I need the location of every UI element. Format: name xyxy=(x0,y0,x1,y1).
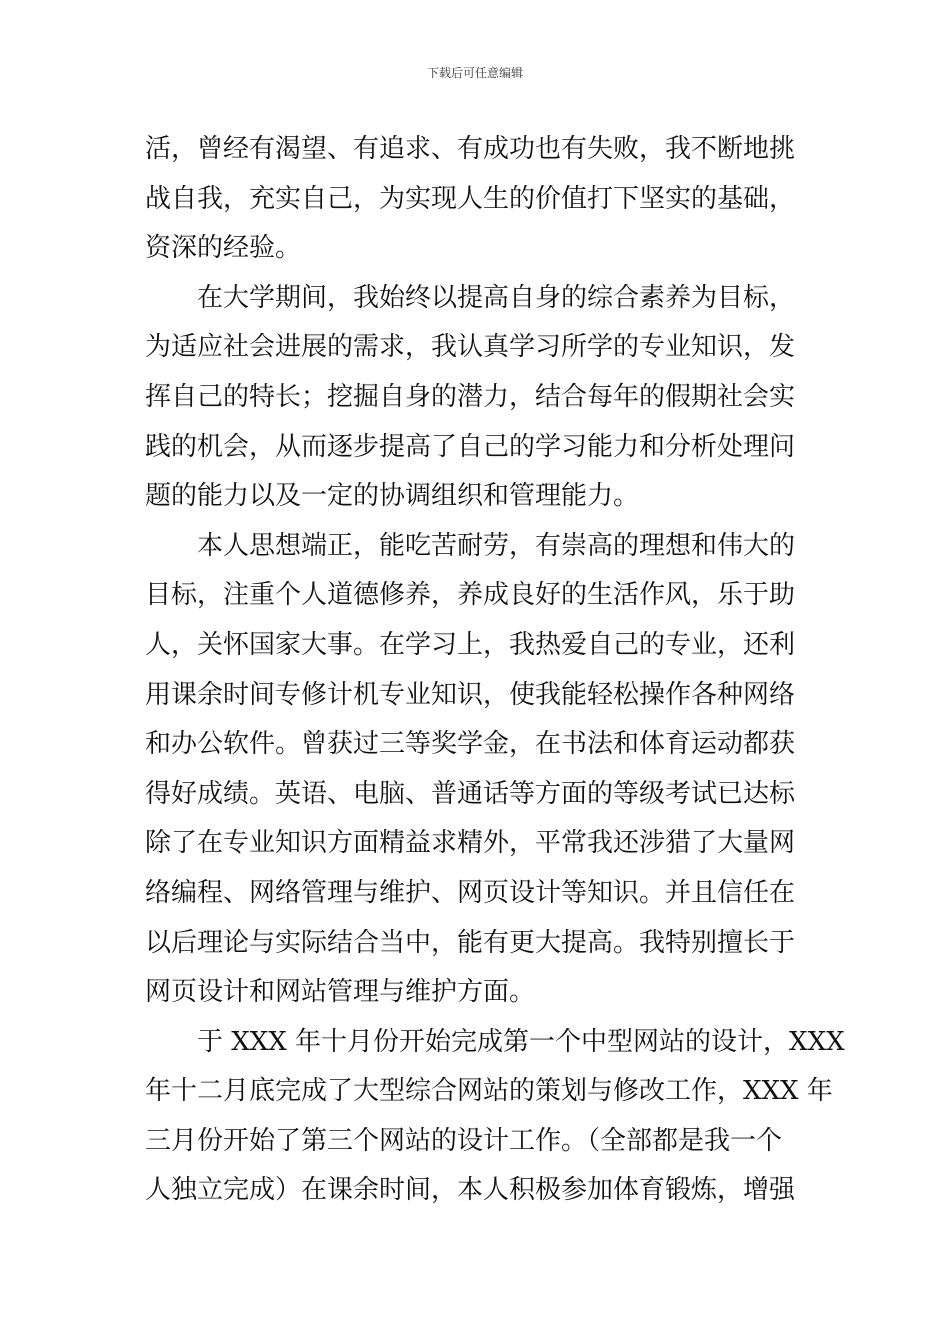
header-note: 下载后可任意编辑 xyxy=(426,66,523,80)
text-line: 资深的经验。 xyxy=(145,233,302,264)
text-line: 人独立完成）在课余时间，本人积极参加体育锻炼，增强 xyxy=(145,1175,796,1206)
text-line: 战自我，充实自己，为实现人生的价值打下坚实的基础， xyxy=(145,183,796,214)
text-line: 三月份开始了第三个网站的设计工作。（全部都是我一个 xyxy=(145,1125,783,1156)
paragraph-start-line: 于 XXX 年十月份开始完成第一个中型网站的设计，XXX xyxy=(197,1026,845,1057)
text-line: 挥自己的特长；挖掘自身的潜力，结合每年的假期社会实 xyxy=(145,381,796,412)
text-line: 网页设计和网站管理与维护方面。 xyxy=(145,977,536,1008)
text-line: 践的机会，从而逐步提高了自己的学习能力和分析处理问 xyxy=(145,431,796,462)
text-line: 活，曾经有渴望、有追求、有成功也有失败，我不断地挑 xyxy=(145,134,796,164)
text-line: 题的能力以及一定的协调组织和管理能力。 xyxy=(145,481,640,512)
text-line: 年十二月底完成了大型综合网站的策划与修改工作，XXX 年 xyxy=(145,1076,833,1107)
text-line: 和办公软件。曾获过三等奖学金，在书法和体育运动都获 xyxy=(145,729,796,760)
text-line: 络编程、网络管理与维护、网页设计等知识。并且信任在 xyxy=(145,877,796,908)
page-header xyxy=(0,65,950,81)
paragraph-start-line: 在大学期间，我始终以提高自身的综合素养为目标， xyxy=(197,282,796,313)
text-line: 为适应社会进展的需求，我认真学习所学的专业知识，发 xyxy=(145,332,796,363)
text-line: 除了在专业知识方面精益求精外，平常我还涉猎了大量网 xyxy=(145,828,796,859)
text-line: 用课余时间专修计机专业知识，使我能轻松操作各种网络 xyxy=(145,679,796,710)
text-line: 目标，注重个人道德修养，养成良好的生活作风，乐于助 xyxy=(145,580,796,611)
text-line: 以后理论与实际结合当中，能有更大提高。我特别擅长于 xyxy=(145,927,796,958)
document-body xyxy=(145,125,845,1216)
text-line: 人，关怀国家大事。在学习上，我热爱自己的专业，还利 xyxy=(145,629,796,660)
text-line: 得好成绩。英语、电脑、普通话等方面的等级考试已达标 xyxy=(145,778,796,809)
paragraph-start-line: 本人思想端正，能吃苦耐劳，有崇高的理想和伟大的 xyxy=(197,530,796,561)
